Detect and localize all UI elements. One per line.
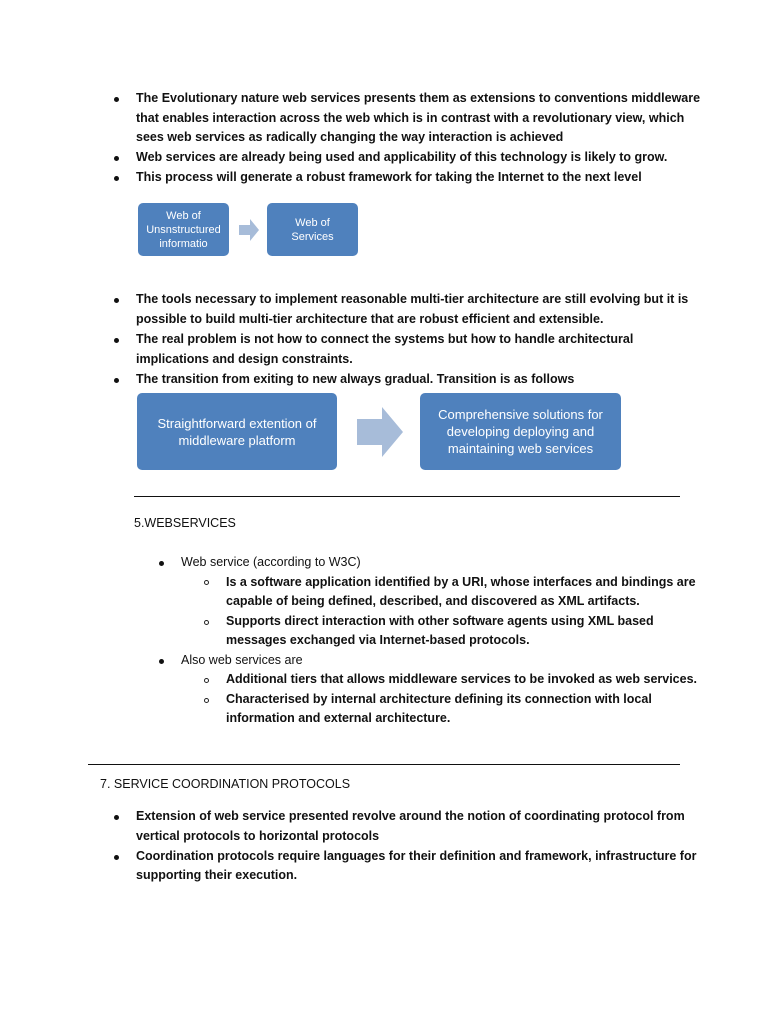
bullet-text-line: The real problem is not how to connect the systems but how to handle architectural	[136, 332, 634, 346]
bullet-dot	[114, 97, 119, 102]
sub-bullet-text-line: capable of being defined, described, and discovered as XML artifacts.	[226, 594, 640, 608]
bullet-dot	[114, 815, 119, 820]
section-heading-webservices: 5.WEBSERVICES	[134, 516, 236, 530]
sub-bullet-text-line: Supports direct interaction with other software agents using XML based	[226, 614, 654, 628]
sub-bullet-text-line: Characterised by internal architecture defining its connection with local	[226, 692, 652, 706]
bullet-text-line: possible to build multi-tier architecture that are robust efficient and extensible.	[136, 312, 604, 326]
bullet-dot	[114, 176, 119, 181]
bullet-text-line: implications and design constraints.	[136, 352, 353, 366]
bullet-text-line: that enables interaction across the web which is in contrast with a revolutionary view, which	[136, 111, 685, 125]
sub-bullet-circle	[204, 678, 209, 683]
bullet-text-line: sees web services as radically changing the way interaction is achieved	[136, 130, 564, 144]
sub-bullet-text-line: messages exchanged via Internet-based protocols.	[226, 633, 530, 647]
bullet-dot	[114, 156, 119, 161]
bullet-dot	[159, 659, 164, 664]
bullet-text-line: The transition from exiting to new always gradual. Transition is as follows	[136, 372, 575, 386]
bullet-text-line: Web service (according to W3C)	[181, 555, 361, 569]
bullet-dot	[114, 298, 119, 303]
horizontal-divider	[134, 496, 680, 497]
section-heading-coordination-protocols: 7. SERVICE COORDINATION PROTOCOLS	[100, 777, 351, 791]
bullet-dot	[114, 855, 119, 860]
diagram-box-web-of-services: Web of Services	[267, 203, 358, 256]
bullet-dot	[114, 338, 119, 343]
bullet-dot	[159, 561, 164, 566]
sub-bullet-circle	[204, 620, 209, 625]
bullet-text-line: This process will generate a robust framework for taking the Internet to the next level	[136, 170, 642, 184]
bullet-text-line: Web services are already being used and applicability of this technology is likely to grow.	[136, 150, 668, 164]
bullet-text-line: Also web services are	[181, 653, 303, 667]
bullet-text-line: The Evolutionary nature web services presents them as extensions to conventions middleware	[136, 91, 701, 105]
right-arrow-icon	[239, 219, 259, 241]
bullet-text-line: The tools necessary to implement reasonable multi-tier architecture are still evolving but it is	[136, 292, 689, 306]
sub-bullet-text-line: information and external architecture.	[226, 711, 451, 725]
sub-bullet-circle	[204, 698, 209, 703]
bullet-text-line: Coordination protocols require languages for their definition and framework, infrastructure for	[136, 849, 697, 863]
bullet-text-line: vertical protocols to horizontal protocols	[136, 829, 380, 843]
sub-bullet-text-line: Is a software application identified by a URI, whose interfaces and bindings are	[226, 575, 696, 589]
bullet-text-line: Extension of web service presented revolve around the notion of coordinating protocol from	[136, 809, 685, 823]
sub-bullet-circle	[204, 580, 209, 585]
bullet-dot	[114, 378, 119, 383]
bullet-text-line: supporting their execution.	[136, 868, 298, 882]
diagram-box-middleware-extension: Straightforward extention of middleware platform	[137, 393, 337, 470]
horizontal-divider	[88, 764, 680, 765]
diagram-box-comprehensive-solutions: Comprehensive solutions for developing deploying and maintaining web services	[420, 393, 621, 470]
right-arrow-icon	[357, 407, 403, 457]
diagram-box-unstructured-information: Web of Unsnstructured informatio	[138, 203, 229, 256]
sub-bullet-text-line: Additional tiers that allows middleware services to be invoked as web services.	[226, 672, 698, 686]
